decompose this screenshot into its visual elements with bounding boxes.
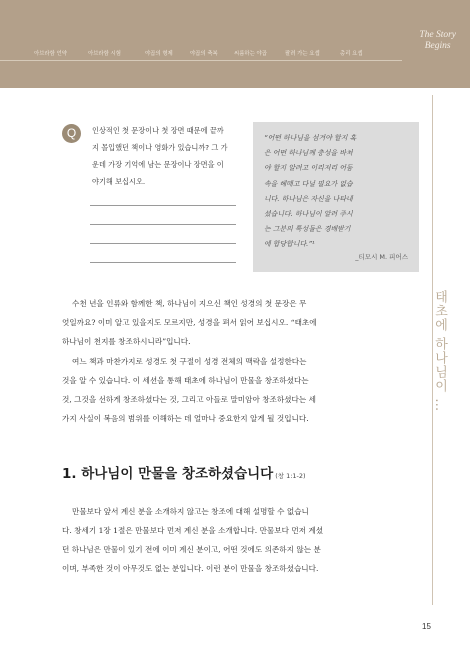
quote-line: 에 합당합니다.”¹ (264, 240, 315, 249)
brand-line-2: Begins (424, 41, 451, 51)
quote-text (264, 131, 404, 253)
question-line: 야기해 보십시오. (92, 177, 146, 186)
nav-item-7: 총리 요셉 (340, 51, 363, 57)
quote-line: 은 어떤 하나님께 충성을 바쳐 (264, 149, 353, 158)
nav-item-2: 아브라함 시험 (88, 51, 121, 57)
question-text (92, 122, 244, 190)
quote-line: 야 할지 알려고 이리저리 어둠 (264, 164, 353, 173)
question-line: 인상적인 첫 문장이나 첫 장면 때문에 끝까 (92, 126, 224, 135)
body-paragraph-1 (62, 294, 414, 351)
section-heading (62, 462, 306, 482)
answer-line (90, 243, 236, 244)
paragraph-line: 이며, 부족한 것이 아무것도 없는 분입니다. 이런 분이 만물을 창조하셨습니다. (62, 564, 319, 573)
brand-line-1: The Story (419, 30, 456, 40)
paragraph-line: 것, 그것을 선하게 창조하셨다는 것, 그리고 아들로 말미암아 창조하셨다는 세 (62, 395, 316, 404)
nav-item-4: 야곱의 축복 (190, 51, 218, 57)
section-title: 1. 하나님이 만물을 창조하셨습니다 (62, 466, 274, 482)
paragraph-line: 수천 년을 인류와 함께한 책, 하나님이 지으신 책인 성경의 첫 문장은 무 (72, 299, 307, 308)
paragraph-line: 만물보다 앞서 계신 분을 소개하지 않고는 창조에 대해 설명할 수 없습니 (72, 507, 309, 516)
question-line: 지 몰입했던 책이나 영화가 있습니까? 그 가 (92, 143, 228, 152)
quote-line: 속을 헤매고 다닐 필요가 없습 (264, 179, 353, 188)
nav-item-6: 팔려 가는 요셉 (285, 51, 320, 57)
quote-line: 셨습니다. 하나님이 알려 주시 (264, 210, 353, 219)
quote-line: “어떤 하나님을 섬겨야 할지 혹 (264, 134, 357, 142)
nav-item-5: 씨름하는 야곱 (234, 51, 267, 57)
book-brand (419, 30, 456, 52)
answer-line (90, 262, 236, 263)
nav-item-3: 야곱의 형제 (145, 51, 173, 57)
question-line: 운데 가장 기억에 남는 문장이나 장면을 이 (92, 160, 224, 169)
paragraph-line: 것을 알 수 있습니다. 이 세션을 통해 태초에 하나님이 만물을 창조하셨다는 (62, 376, 309, 385)
paragraph-line: 여느 책과 마찬가지로 성경도 첫 구절이 성경 전체의 맥락을 설정한다는 (72, 357, 307, 366)
answer-line (90, 224, 236, 225)
nav-divider (0, 60, 402, 61)
section-reference: (창 1:1-2) (275, 472, 306, 480)
section-paragraph (62, 502, 414, 578)
answer-line (90, 205, 236, 206)
sidebar-title: 태초에 하나님이 … (432, 290, 447, 413)
paragraph-line: 하나님이 천지를 창조하시니라”입니다. (62, 337, 191, 346)
paragraph-line: 가지 사실이 복음의 범위를 이해하는 데 얼마나 중요한지 알게 될 것입니다. (62, 414, 309, 423)
quote-line: 는 그분의 특성들은 경배받기 (264, 225, 351, 234)
quote-line: 니다. 하나님은 자신을 나타내 (264, 194, 353, 203)
body-paragraph-2 (62, 352, 414, 428)
header-bar (0, 0, 470, 88)
paragraph-line: 엇일까요? 이미 알고 있을지도 모르지만, 성경을 펴서 읽어 보십시오. “태초에 (62, 318, 317, 327)
page-number: 15 (422, 622, 431, 631)
nav-item-1: 아브라함 언약 (34, 51, 67, 57)
paragraph-line: 다. 창세기 1장 1절은 만물보다 먼저 계신 분을 소개합니다. 만물보다 먼저 계셨 (62, 526, 324, 535)
paragraph-line: 던 하나님은 만물이 있기 전에 이미 계신 분이고, 어떤 것에도 의존하지 않는 분 (62, 545, 321, 554)
quote-source: _티모시 M. 피어스 (355, 253, 408, 261)
question-icon: Q (62, 124, 81, 143)
